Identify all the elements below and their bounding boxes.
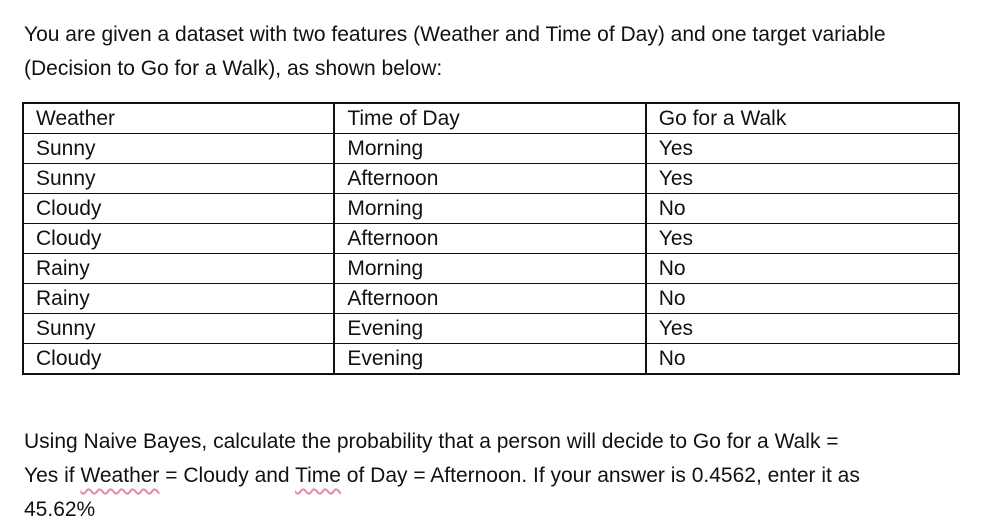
cell-weather: Sunny [23,164,334,194]
table-header-row [23,103,959,134]
cell-time-of-day: Morning [334,254,645,284]
table-row [23,314,959,344]
cell-go-for-a-walk: Yes [646,164,959,194]
column-header-weather: Weather [23,103,334,134]
cell-go-for-a-walk: No [646,254,959,284]
cell-go-for-a-walk: No [646,344,959,375]
spellcheck-word-time: Time [295,464,341,487]
table-row [23,344,959,375]
cell-weather: Cloudy [23,344,334,375]
question-line-3: 45.62% [24,498,96,521]
table-row [23,224,959,254]
table-row [23,164,959,194]
cell-go-for-a-walk: No [646,194,959,224]
cell-time-of-day: Evening [334,344,645,375]
intro-line-2: (Decision to Go for a Walk), as shown below: [24,57,443,80]
cell-go-for-a-walk: No [646,284,959,314]
column-header-go-for-a-walk: Go for a Walk [646,103,959,134]
cell-time-of-day: Afternoon [334,284,645,314]
cell-weather: Cloudy [23,194,334,224]
cell-time-of-day: Morning [334,134,645,164]
cell-time-of-day: Afternoon [334,224,645,254]
cell-weather: Sunny [23,314,334,344]
question-line-2-prefix: Yes if [24,464,81,487]
question-paragraph [24,425,974,527]
table-row [23,284,959,314]
question-line-2-suffix: of Day = Afternoon. If your answer is 0.4562, enter it as [340,464,860,487]
cell-time-of-day: Evening [334,314,645,344]
cell-weather: Rainy [23,254,334,284]
cell-go-for-a-walk: Yes [646,224,959,254]
question-line-2-middle: = Cloudy and [159,464,296,487]
cell-go-for-a-walk: Yes [646,134,959,164]
table-row [23,194,959,224]
spellcheck-word-weather: Weather [80,464,160,487]
table-row [23,254,959,284]
table-row [23,134,959,164]
cell-time-of-day: Afternoon [334,164,645,194]
cell-go-for-a-walk: Yes [646,314,959,344]
intro-line-1: You are given a dataset with two features (Weather and Time of Day) and one target variable [24,23,886,46]
cell-weather: Sunny [23,134,334,164]
intro-paragraph [24,18,974,86]
question-line-1: Using Naive Bayes, calculate the probability that a person will decide to Go for a Walk = [24,430,839,453]
dataset-table [22,102,960,375]
cell-weather: Rainy [23,284,334,314]
column-header-time-of-day: Time of Day [334,103,645,134]
cell-time-of-day: Morning [334,194,645,224]
cell-weather: Cloudy [23,224,334,254]
